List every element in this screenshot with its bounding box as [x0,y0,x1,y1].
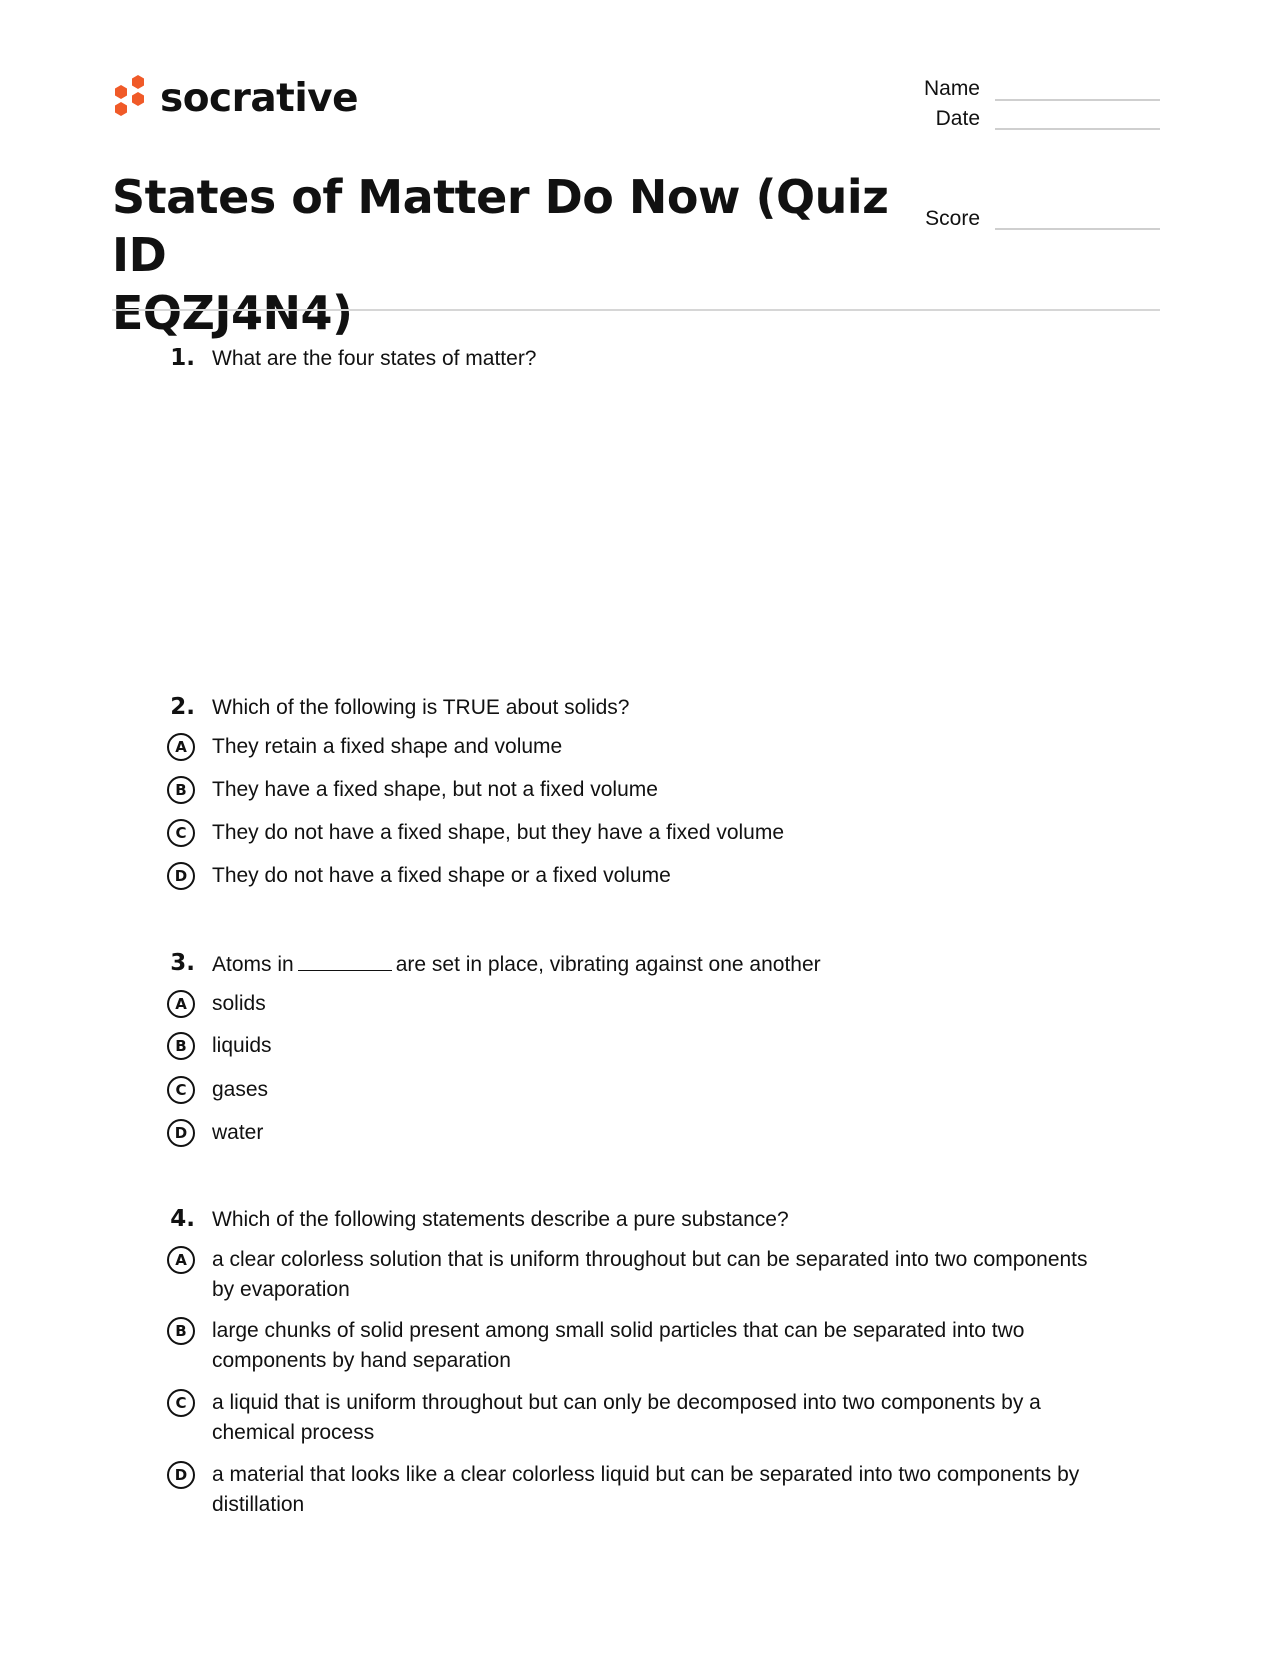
option-d-bubble[interactable]: D [167,862,195,890]
option-c-line-2: chemical process [212,1421,375,1444]
option-c-text: gases [212,1078,269,1101]
option-d-text: They do not have a fixed shape or a fixed volume [212,864,671,887]
fill-in-blank [298,952,392,971]
question-number: 4. [170,1206,195,1232]
question-number: 3. [170,950,195,976]
option-a-text: They retain a fixed shape and volume [212,735,563,758]
option-b-text: liquids [212,1034,272,1057]
question-text: Which of the following is TRUE about solids? [212,696,630,719]
option-b-bubble[interactable]: B [167,776,195,804]
question-text-after: are set in place, vibrating against one another [395,953,821,976]
score-field[interactable] [995,228,1160,230]
title-line-1: States of Matter Do Now (Quiz ID [112,170,889,282]
option-b-line-1: large chunks of solid present among small solid particles that can be separated into two [212,1319,1025,1342]
option-d-line-1: a material that looks like a clear colorless liquid but can be separated into two components by [212,1463,1080,1486]
option-a-text [212,1245,1162,1305]
option-d-bubble[interactable]: D [167,1119,195,1147]
answer-space[interactable] [212,385,1160,675]
option-c-bubble[interactable]: C [167,1076,195,1104]
page-title [112,168,912,342]
option-d-text [212,1460,1162,1520]
option-b-text: They have a fixed shape, but not a fixed volume [212,778,658,801]
option-a-line-1: a clear colorless solution that is uniform throughout but can be separated into two components [212,1248,1088,1271]
option-a-bubble[interactable]: A [167,990,195,1018]
option-b-line-2: components by hand separation [212,1349,511,1372]
name-field[interactable] [995,99,1160,101]
option-a-text: solids [212,992,266,1015]
option-b-bubble[interactable]: B [167,1032,195,1060]
socrative-hexagons-icon [112,73,150,123]
title-line-2: EQZJ4N4) [112,286,353,340]
question-text: Which of the following statements describe a pure substance? [212,1208,789,1231]
option-a-bubble[interactable]: A [167,1246,195,1274]
option-a-bubble[interactable]: A [167,733,195,761]
question-text: What are the four states of matter? [212,347,537,370]
option-d-text: water [212,1121,264,1144]
question-text [212,952,821,977]
option-c-line-1: a liquid that is uniform throughout but can only be decomposed into two components by a [212,1391,1041,1414]
date-label: Date [935,107,980,130]
brand-name: socrative [160,75,359,121]
socrative-logo [112,72,358,124]
option-d-line-2: distillation [212,1493,305,1516]
option-a-line-2: by evaporation [212,1278,350,1301]
question-number: 1. [170,345,195,371]
name-label: Name [923,77,980,100]
option-d-bubble[interactable]: D [167,1461,195,1489]
question-text-before: Atoms in [212,953,294,976]
date-field[interactable] [995,128,1160,130]
option-c-bubble[interactable]: C [167,819,195,847]
option-c-text: They do not have a fixed shape, but they have a fixed volume [212,821,785,844]
option-c-bubble[interactable]: C [167,1389,195,1417]
option-b-bubble[interactable]: B [167,1317,195,1345]
question-number: 2. [170,694,195,720]
option-b-text [212,1316,1162,1376]
score-label: Score [925,207,980,230]
header-divider [112,309,1160,311]
option-c-text [212,1388,1162,1448]
